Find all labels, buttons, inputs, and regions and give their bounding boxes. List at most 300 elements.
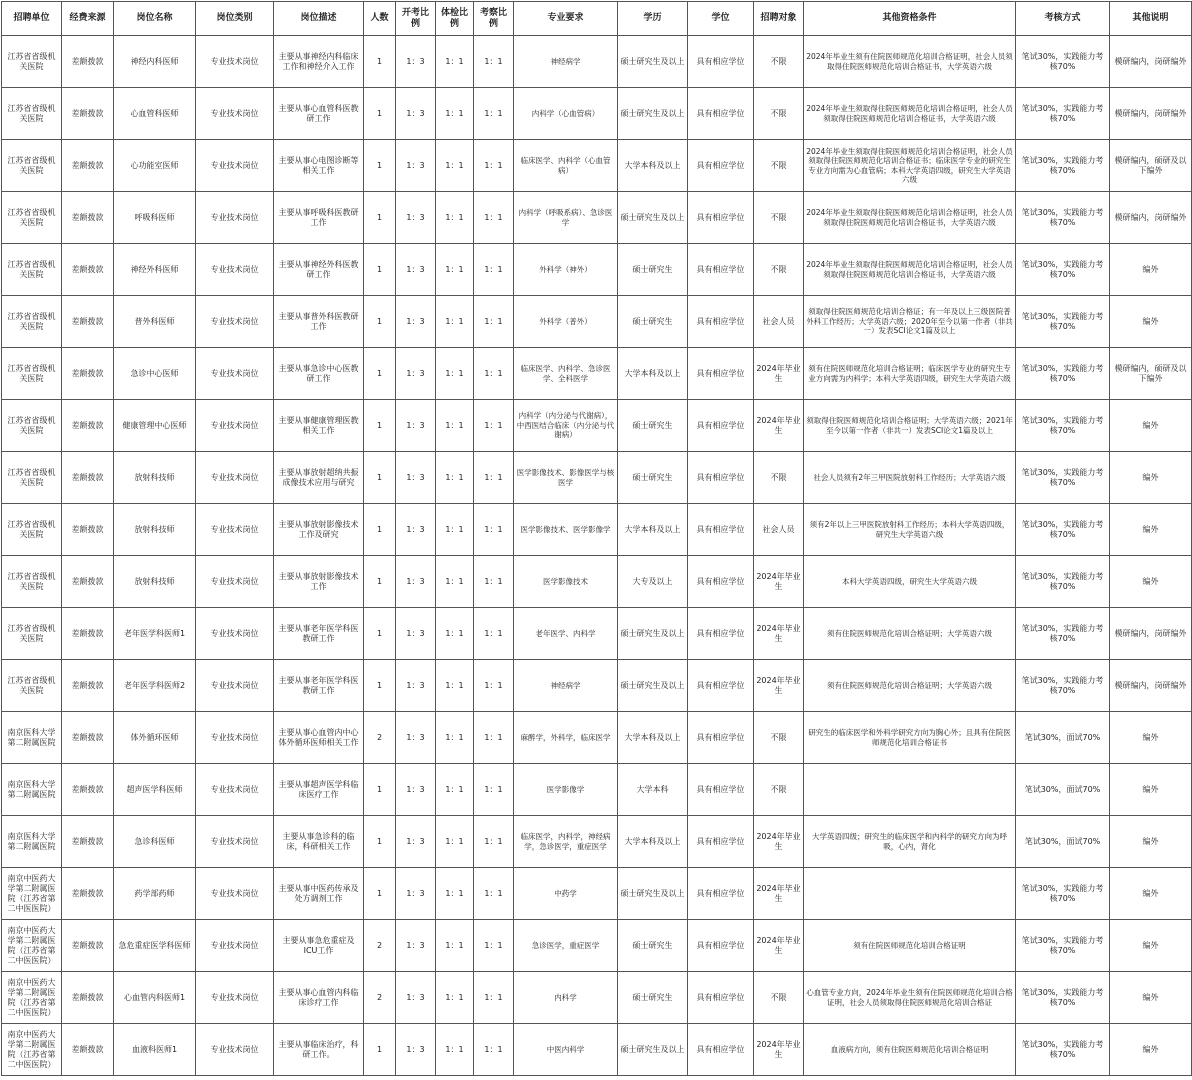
- cell-position: 超声医学科医师: [114, 764, 196, 816]
- cell-assessment: 笔试30%，面试70%: [1016, 712, 1110, 764]
- cell-target: 2024年毕业生: [754, 400, 804, 452]
- cell-qualifications: 2024年毕业生须取得住院医师规范化培训合格证明，社会人员须取得住院医师规范化培训合格证书，大学英语六级: [804, 244, 1016, 296]
- cell-exam-ratio: 1：3: [396, 140, 436, 192]
- cell-qualifications: 本科大学英语四级，研究生大学英语六级: [804, 556, 1016, 608]
- cell-count: 1: [364, 504, 396, 556]
- cell-target: 不限: [754, 88, 804, 140]
- cell-medical-ratio: 1：1: [436, 244, 474, 296]
- cell-count: 1: [364, 192, 396, 244]
- cell-assessment: 笔试30%，实践能力考核70%: [1016, 192, 1110, 244]
- cell-degree: 具有相应学位: [688, 192, 754, 244]
- cell-category: 专业技术岗位: [196, 868, 274, 920]
- cell-assessment: 笔试30%，实践能力考核70%: [1016, 348, 1110, 400]
- cell-notes: 编外: [1110, 868, 1192, 920]
- cell-description: 主要从事放射影像技术工作: [274, 556, 364, 608]
- cell-description: 主要从事神经内科临床工作和神经介入工作: [274, 36, 364, 88]
- cell-count: 1: [364, 816, 396, 868]
- cell-count: 2: [364, 972, 396, 1024]
- cell-funding: 差额拨款: [62, 556, 114, 608]
- cell-education: 大学本科及以上: [618, 712, 688, 764]
- table-row: [2, 36, 1192, 88]
- cell-qualifications: 社会人员须有2年三甲医院放射科工作经历；大学英语六级: [804, 452, 1016, 504]
- cell-exam-ratio: 1：3: [396, 452, 436, 504]
- cell-education: 硕士研究生: [618, 972, 688, 1024]
- cell-review-ratio: 1：1: [474, 764, 514, 816]
- cell-review-ratio: 1：1: [474, 88, 514, 140]
- cell-count: 1: [364, 452, 396, 504]
- cell-target: 不限: [754, 244, 804, 296]
- cell-degree: 具有相应学位: [688, 504, 754, 556]
- cell-notes: 编外: [1110, 244, 1192, 296]
- cell-unit: 江苏省省级机关医院: [2, 504, 62, 556]
- cell-funding: 差额拨款: [62, 244, 114, 296]
- cell-category: 专业技术岗位: [196, 608, 274, 660]
- cell-position: 急诊科医师: [114, 816, 196, 868]
- table-row: [2, 140, 1192, 192]
- cell-review-ratio: 1：1: [474, 868, 514, 920]
- cell-description: 主要从事老年医学科医教研工作: [274, 608, 364, 660]
- header-count: 人数: [364, 2, 396, 36]
- cell-degree: 具有相应学位: [688, 140, 754, 192]
- cell-unit: 江苏省省级机关医院: [2, 400, 62, 452]
- cell-review-ratio: 1：1: [474, 660, 514, 712]
- cell-position: 呼吸科医师: [114, 192, 196, 244]
- cell-category: 专业技术岗位: [196, 972, 274, 1024]
- cell-position: 放射科技师: [114, 556, 196, 608]
- cell-review-ratio: 1：1: [474, 400, 514, 452]
- header-notes: 其他说明: [1110, 2, 1192, 36]
- cell-degree: 具有相应学位: [688, 244, 754, 296]
- cell-exam-ratio: 1：3: [396, 972, 436, 1024]
- cell-medical-ratio: 1：1: [436, 192, 474, 244]
- cell-degree: 具有相应学位: [688, 36, 754, 88]
- cell-major: 神经病学: [514, 36, 618, 88]
- cell-notes: 编外: [1110, 400, 1192, 452]
- cell-count: 1: [364, 1024, 396, 1076]
- cell-description: 主要从事急诊中心医教研工作: [274, 348, 364, 400]
- cell-medical-ratio: 1：1: [436, 400, 474, 452]
- cell-count: 1: [364, 764, 396, 816]
- cell-degree: 具有相应学位: [688, 972, 754, 1024]
- cell-review-ratio: 1：1: [474, 192, 514, 244]
- cell-exam-ratio: 1：3: [396, 556, 436, 608]
- cell-funding: 差额拨款: [62, 816, 114, 868]
- cell-description: 主要从事超声医学科临床医疗工作: [274, 764, 364, 816]
- cell-exam-ratio: 1：3: [396, 400, 436, 452]
- cell-category: 专业技术岗位: [196, 764, 274, 816]
- cell-funding: 差额拨款: [62, 764, 114, 816]
- cell-description: 主要从事放射超纳共振成像技术应用与研究: [274, 452, 364, 504]
- cell-position: 神经外科医师: [114, 244, 196, 296]
- table-row: [2, 660, 1192, 712]
- cell-qualifications: 2024年毕业生须取得住院医师规范化培训合格证明，社会人员须取得住院医师规范化培训合格证书，大学英语六级: [804, 88, 1016, 140]
- cell-assessment: 笔试30%，实践能力考核70%: [1016, 920, 1110, 972]
- cell-count: 1: [364, 608, 396, 660]
- cell-degree: 具有相应学位: [688, 296, 754, 348]
- cell-position: 心血管科医师: [114, 88, 196, 140]
- cell-category: 专业技术岗位: [196, 504, 274, 556]
- cell-category: 专业技术岗位: [196, 88, 274, 140]
- cell-review-ratio: 1：1: [474, 972, 514, 1024]
- header-degree: 学位: [688, 2, 754, 36]
- cell-category: 专业技术岗位: [196, 660, 274, 712]
- cell-education: 大专及以上: [618, 556, 688, 608]
- cell-major: 外科学（神外）: [514, 244, 618, 296]
- cell-position: 健康管理中心医师: [114, 400, 196, 452]
- cell-position: 心血管内科医师1: [114, 972, 196, 1024]
- cell-degree: 具有相应学位: [688, 660, 754, 712]
- cell-description: 主要从事普外科医教研工作: [274, 296, 364, 348]
- cell-description: 主要从事心血管内科临床诊疗工作: [274, 972, 364, 1024]
- cell-assessment: 笔试30%，实践能力考核70%: [1016, 140, 1110, 192]
- cell-medical-ratio: 1：1: [436, 608, 474, 660]
- cell-target: 不限: [754, 764, 804, 816]
- cell-description: 主要从事老年医学科医教研工作: [274, 660, 364, 712]
- table-row: [2, 244, 1192, 296]
- cell-degree: 具有相应学位: [688, 400, 754, 452]
- cell-review-ratio: 1：1: [474, 296, 514, 348]
- cell-assessment: 笔试30%，实践能力考核70%: [1016, 504, 1110, 556]
- cell-major: 医学影像技术: [514, 556, 618, 608]
- cell-degree: 具有相应学位: [688, 1024, 754, 1076]
- cell-position: 放射科技师: [114, 504, 196, 556]
- cell-review-ratio: 1：1: [474, 712, 514, 764]
- header-position: 岗位名称: [114, 2, 196, 36]
- cell-review-ratio: 1：1: [474, 140, 514, 192]
- cell-medical-ratio: 1：1: [436, 556, 474, 608]
- cell-funding: 差额拨款: [62, 1024, 114, 1076]
- header-major: 专业要求: [514, 2, 618, 36]
- cell-assessment: 笔试30%，实践能力考核70%: [1016, 660, 1110, 712]
- cell-major: 内科学（心血管病）: [514, 88, 618, 140]
- cell-description: 主要从事心血管科医教研工作: [274, 88, 364, 140]
- cell-notes: 编外: [1110, 296, 1192, 348]
- cell-description: 主要从事放射影像技术工作及研究: [274, 504, 364, 556]
- cell-unit: 江苏省省级机关医院: [2, 348, 62, 400]
- cell-qualifications: 须有住院医师规范化培训合格证明；大学英语六级: [804, 608, 1016, 660]
- cell-qualifications: 2024年毕业生须有住院医师规范化培训合格证明，社会人员须取得住院医师规范化培训合格证书，大学英语六级: [804, 36, 1016, 88]
- cell-category: 专业技术岗位: [196, 244, 274, 296]
- cell-medical-ratio: 1：1: [436, 764, 474, 816]
- cell-count: 1: [364, 660, 396, 712]
- cell-target: 不限: [754, 972, 804, 1024]
- table-row: [2, 504, 1192, 556]
- cell-target: 不限: [754, 452, 804, 504]
- cell-degree: 具有相应学位: [688, 556, 754, 608]
- cell-notes: 模研编内，岗研编外: [1110, 608, 1192, 660]
- cell-assessment: 笔试30%，实践能力考核70%: [1016, 452, 1110, 504]
- cell-assessment: 笔试30%，面试70%: [1016, 764, 1110, 816]
- cell-major: 临床医学、内科学（心血管病）: [514, 140, 618, 192]
- cell-assessment: 笔试30%，实践能力考核70%: [1016, 296, 1110, 348]
- cell-category: 专业技术岗位: [196, 556, 274, 608]
- table-row: [2, 452, 1192, 504]
- cell-target: 2024年毕业生: [754, 660, 804, 712]
- cell-exam-ratio: 1：3: [396, 192, 436, 244]
- table-row: [2, 972, 1192, 1024]
- cell-degree: 具有相应学位: [688, 868, 754, 920]
- cell-target: 2024年毕业生: [754, 556, 804, 608]
- cell-degree: 具有相应学位: [688, 764, 754, 816]
- cell-medical-ratio: 1：1: [436, 36, 474, 88]
- cell-assessment: 笔试30%，实践能力考核70%: [1016, 88, 1110, 140]
- cell-education: 硕士研究生及以上: [618, 660, 688, 712]
- cell-unit: 南京医科大学第二附属医院: [2, 816, 62, 868]
- cell-education: 硕士研究生: [618, 296, 688, 348]
- cell-notes: 编外: [1110, 1024, 1192, 1076]
- cell-exam-ratio: 1：3: [396, 816, 436, 868]
- header-medical-ratio: 体检比例: [436, 2, 474, 36]
- cell-education: 大学本科及以上: [618, 348, 688, 400]
- cell-target: 不限: [754, 140, 804, 192]
- cell-notes: 模研编内，硕研及以下编外: [1110, 348, 1192, 400]
- cell-review-ratio: 1：1: [474, 348, 514, 400]
- cell-assessment: 笔试30%，实践能力考核70%: [1016, 868, 1110, 920]
- cell-category: 专业技术岗位: [196, 348, 274, 400]
- cell-education: 硕士研究生及以上: [618, 608, 688, 660]
- cell-notes: 编外: [1110, 972, 1192, 1024]
- cell-description: 主要从事健康管理医教相关工作: [274, 400, 364, 452]
- cell-degree: 具有相应学位: [688, 816, 754, 868]
- cell-assessment: 笔试30%，实践能力考核70%: [1016, 36, 1110, 88]
- header-row: [2, 2, 1192, 36]
- cell-unit: 江苏省省级机关医院: [2, 192, 62, 244]
- cell-degree: 具有相应学位: [688, 608, 754, 660]
- cell-education: 大学本科: [618, 764, 688, 816]
- table-row: [2, 88, 1192, 140]
- cell-major: 急诊医学，重症医学: [514, 920, 618, 972]
- cell-description: 主要从事心电图诊断等相关工作: [274, 140, 364, 192]
- cell-unit: 江苏省省级机关医院: [2, 244, 62, 296]
- table-row: [2, 608, 1192, 660]
- cell-target: 2024年毕业生: [754, 920, 804, 972]
- cell-review-ratio: 1：1: [474, 608, 514, 660]
- cell-qualifications: 大学英语四级；研究生的临床医学和内科学的研究方向为呼吸，心内，肾化: [804, 816, 1016, 868]
- cell-description: 主要从事急危重症及ICU工作: [274, 920, 364, 972]
- cell-funding: 差额拨款: [62, 36, 114, 88]
- cell-target: 2024年毕业生: [754, 348, 804, 400]
- cell-degree: 具有相应学位: [688, 88, 754, 140]
- header-unit: 招聘单位: [2, 2, 62, 36]
- header-category: 岗位类别: [196, 2, 274, 36]
- cell-exam-ratio: 1：3: [396, 244, 436, 296]
- table-body: [2, 36, 1192, 1076]
- table-row: [2, 712, 1192, 764]
- cell-notes: 编外: [1110, 920, 1192, 972]
- cell-qualifications: 2024年毕业生须取得住院医师规范化培训合格证明，社会人员须取得住院医师规范化培训合格证书，大学英语六级: [804, 192, 1016, 244]
- cell-count: 1: [364, 140, 396, 192]
- cell-notes: 模研编内，岗研编外: [1110, 36, 1192, 88]
- table-row: [2, 348, 1192, 400]
- cell-unit: 江苏省省级机关医院: [2, 36, 62, 88]
- cell-exam-ratio: 1：3: [396, 868, 436, 920]
- cell-funding: 差额拨款: [62, 972, 114, 1024]
- cell-count: 1: [364, 244, 396, 296]
- cell-review-ratio: 1：1: [474, 556, 514, 608]
- cell-notes: 模研编内，硕研及以下编外: [1110, 140, 1192, 192]
- cell-qualifications: 研究生的临床医学和外科学研究方向为胸心外；且具有住院医师规范化培训合格证书: [804, 712, 1016, 764]
- cell-qualifications: 须有住院医师规范化培训合格证明: [804, 920, 1016, 972]
- cell-exam-ratio: 1：3: [396, 348, 436, 400]
- cell-qualifications: [804, 764, 1016, 816]
- cell-assessment: 笔试30%，实践能力考核70%: [1016, 244, 1110, 296]
- cell-qualifications: 心血管专业方向，2024年毕业生须有住院医师规范化培训合格证明，社会人员须取得住院医师规范化培训合格证: [804, 972, 1016, 1024]
- cell-review-ratio: 1：1: [474, 816, 514, 868]
- cell-major: 麻醉学，外科学，临床医学: [514, 712, 618, 764]
- cell-major: 内科学: [514, 972, 618, 1024]
- cell-notes: 编外: [1110, 764, 1192, 816]
- cell-category: 专业技术岗位: [196, 712, 274, 764]
- cell-position: 体外循环医师: [114, 712, 196, 764]
- cell-count: 1: [364, 348, 396, 400]
- cell-count: 1: [364, 36, 396, 88]
- cell-medical-ratio: 1：1: [436, 660, 474, 712]
- cell-unit: 南京医科大学第二附属医院: [2, 764, 62, 816]
- cell-education: 硕士研究生及以上: [618, 88, 688, 140]
- cell-funding: 差额拨款: [62, 504, 114, 556]
- cell-target: 不限: [754, 712, 804, 764]
- cell-degree: 具有相应学位: [688, 452, 754, 504]
- table-row: [2, 556, 1192, 608]
- cell-medical-ratio: 1：1: [436, 296, 474, 348]
- cell-education: 硕士研究生: [618, 400, 688, 452]
- cell-qualifications: 须取得住院医师规范化培训合格证明；大学英语六级；2021年至今以第一作者（非共一）发表SCI论文1篇及以上: [804, 400, 1016, 452]
- cell-position: 急诊中心医师: [114, 348, 196, 400]
- cell-position: 神经内科医师: [114, 36, 196, 88]
- cell-assessment: 笔试30%，实践能力考核70%: [1016, 1024, 1110, 1076]
- cell-degree: 具有相应学位: [688, 920, 754, 972]
- cell-qualifications: 须有住院医师规范化培训合格证明；大学英语六级: [804, 660, 1016, 712]
- cell-degree: 具有相应学位: [688, 712, 754, 764]
- cell-education: 硕士研究生: [618, 452, 688, 504]
- cell-funding: 差额拨款: [62, 88, 114, 140]
- cell-education: 硕士研究生: [618, 920, 688, 972]
- cell-position: 心功能室医师: [114, 140, 196, 192]
- cell-exam-ratio: 1：3: [396, 296, 436, 348]
- cell-target: 社会人员: [754, 504, 804, 556]
- cell-category: 专业技术岗位: [196, 816, 274, 868]
- cell-qualifications: 血液病方向，须有住院医师规范化培训合格证明: [804, 1024, 1016, 1076]
- cell-major: 老年医学、内科学: [514, 608, 618, 660]
- cell-notes: 模研编内，岗研编外: [1110, 88, 1192, 140]
- cell-position: 老年医学科医师1: [114, 608, 196, 660]
- cell-assessment: 笔试30%，面试70%: [1016, 816, 1110, 868]
- cell-major: 外科学（普外）: [514, 296, 618, 348]
- cell-assessment: 笔试30%，实践能力考核70%: [1016, 400, 1110, 452]
- cell-funding: 差额拨款: [62, 920, 114, 972]
- cell-education: 大学本科及以上: [618, 816, 688, 868]
- cell-review-ratio: 1：1: [474, 244, 514, 296]
- table-header: [2, 2, 1192, 36]
- cell-medical-ratio: 1：1: [436, 816, 474, 868]
- table-row: [2, 1024, 1192, 1076]
- cell-unit: 南京中医药大学第二附属医院（江苏省第二中医医院）: [2, 920, 62, 972]
- cell-funding: 差额拨款: [62, 608, 114, 660]
- cell-notes: 模研编内，岗研编外: [1110, 660, 1192, 712]
- cell-unit: 江苏省省级机关医院: [2, 140, 62, 192]
- cell-funding: 差额拨款: [62, 348, 114, 400]
- cell-position: 老年医学科医师2: [114, 660, 196, 712]
- cell-education: 硕士研究生及以上: [618, 868, 688, 920]
- cell-major: 中医内科学: [514, 1024, 618, 1076]
- header-assessment: 考核方式: [1016, 2, 1110, 36]
- cell-major: 医学影像学: [514, 764, 618, 816]
- cell-notes: 编外: [1110, 712, 1192, 764]
- cell-exam-ratio: 1：3: [396, 764, 436, 816]
- cell-review-ratio: 1：1: [474, 1024, 514, 1076]
- cell-count: 1: [364, 88, 396, 140]
- cell-assessment: 笔试30%，实践能力考核70%: [1016, 608, 1110, 660]
- cell-exam-ratio: 1：3: [396, 660, 436, 712]
- cell-notes: 编外: [1110, 504, 1192, 556]
- cell-target: 不限: [754, 192, 804, 244]
- cell-category: 专业技术岗位: [196, 452, 274, 504]
- cell-count: 1: [364, 400, 396, 452]
- cell-count: 1: [364, 556, 396, 608]
- cell-category: 专业技术岗位: [196, 140, 274, 192]
- recruitment-table: [1, 1, 1192, 1076]
- cell-description: 主要从事急诊科的临床，科研相关工作: [274, 816, 364, 868]
- cell-education: 硕士研究生及以上: [618, 36, 688, 88]
- header-review-ratio: 考察比例: [474, 2, 514, 36]
- cell-target: 2024年毕业生: [754, 816, 804, 868]
- cell-target: 2024年毕业生: [754, 1024, 804, 1076]
- cell-major: 医学影像技术、影像医学与核医学: [514, 452, 618, 504]
- header-funding: 经费来源: [62, 2, 114, 36]
- cell-assessment: 笔试30%，实践能力考核70%: [1016, 972, 1110, 1024]
- cell-category: 专业技术岗位: [196, 192, 274, 244]
- table-row: [2, 400, 1192, 452]
- cell-category: 专业技术岗位: [196, 296, 274, 348]
- cell-position: 普外科医师: [114, 296, 196, 348]
- header-qualifications: 其他资格条件: [804, 2, 1016, 36]
- cell-degree: 具有相应学位: [688, 348, 754, 400]
- cell-funding: 差额拨款: [62, 192, 114, 244]
- cell-funding: 差额拨款: [62, 660, 114, 712]
- cell-count: 1: [364, 296, 396, 348]
- cell-position: 急危重症医学科医师: [114, 920, 196, 972]
- cell-description: 主要从事呼吸科医教研工作: [274, 192, 364, 244]
- cell-count: 2: [364, 712, 396, 764]
- cell-position: 放射科技师: [114, 452, 196, 504]
- cell-major: 中药学: [514, 868, 618, 920]
- table-row: [2, 816, 1192, 868]
- cell-education: 硕士研究生及以上: [618, 192, 688, 244]
- cell-notes: 编外: [1110, 452, 1192, 504]
- header-exam-ratio: 开考比例: [396, 2, 436, 36]
- cell-qualifications: 须取得住院医师规范化培训合格证；有一年及以上三级医院普外科工作经历；大学英语六级；2020年至今以第一作者（非共一）发表SCI论文1篇及以上: [804, 296, 1016, 348]
- cell-unit: 江苏省省级机关医院: [2, 452, 62, 504]
- cell-exam-ratio: 1：3: [396, 88, 436, 140]
- cell-medical-ratio: 1：1: [436, 452, 474, 504]
- cell-funding: 差额拨款: [62, 296, 114, 348]
- cell-unit: 南京中医药大学第二附属医院（江苏省第二中医医院）: [2, 868, 62, 920]
- cell-description: 主要从事临床治疗，科研工作。: [274, 1024, 364, 1076]
- cell-unit: 江苏省省级机关医院: [2, 608, 62, 660]
- cell-unit: 江苏省省级机关医院: [2, 88, 62, 140]
- cell-exam-ratio: 1：3: [396, 1024, 436, 1076]
- cell-medical-ratio: 1：1: [436, 920, 474, 972]
- cell-major: 内科学（呼吸系病）、急诊医学: [514, 192, 618, 244]
- cell-medical-ratio: 1：1: [436, 868, 474, 920]
- cell-category: 专业技术岗位: [196, 400, 274, 452]
- cell-category: 专业技术岗位: [196, 920, 274, 972]
- header-description: 岗位描述: [274, 2, 364, 36]
- cell-unit: 南京医科大学第二附属医院: [2, 712, 62, 764]
- cell-funding: 差额拨款: [62, 400, 114, 452]
- cell-unit: 江苏省省级机关医院: [2, 660, 62, 712]
- cell-qualifications: [804, 868, 1016, 920]
